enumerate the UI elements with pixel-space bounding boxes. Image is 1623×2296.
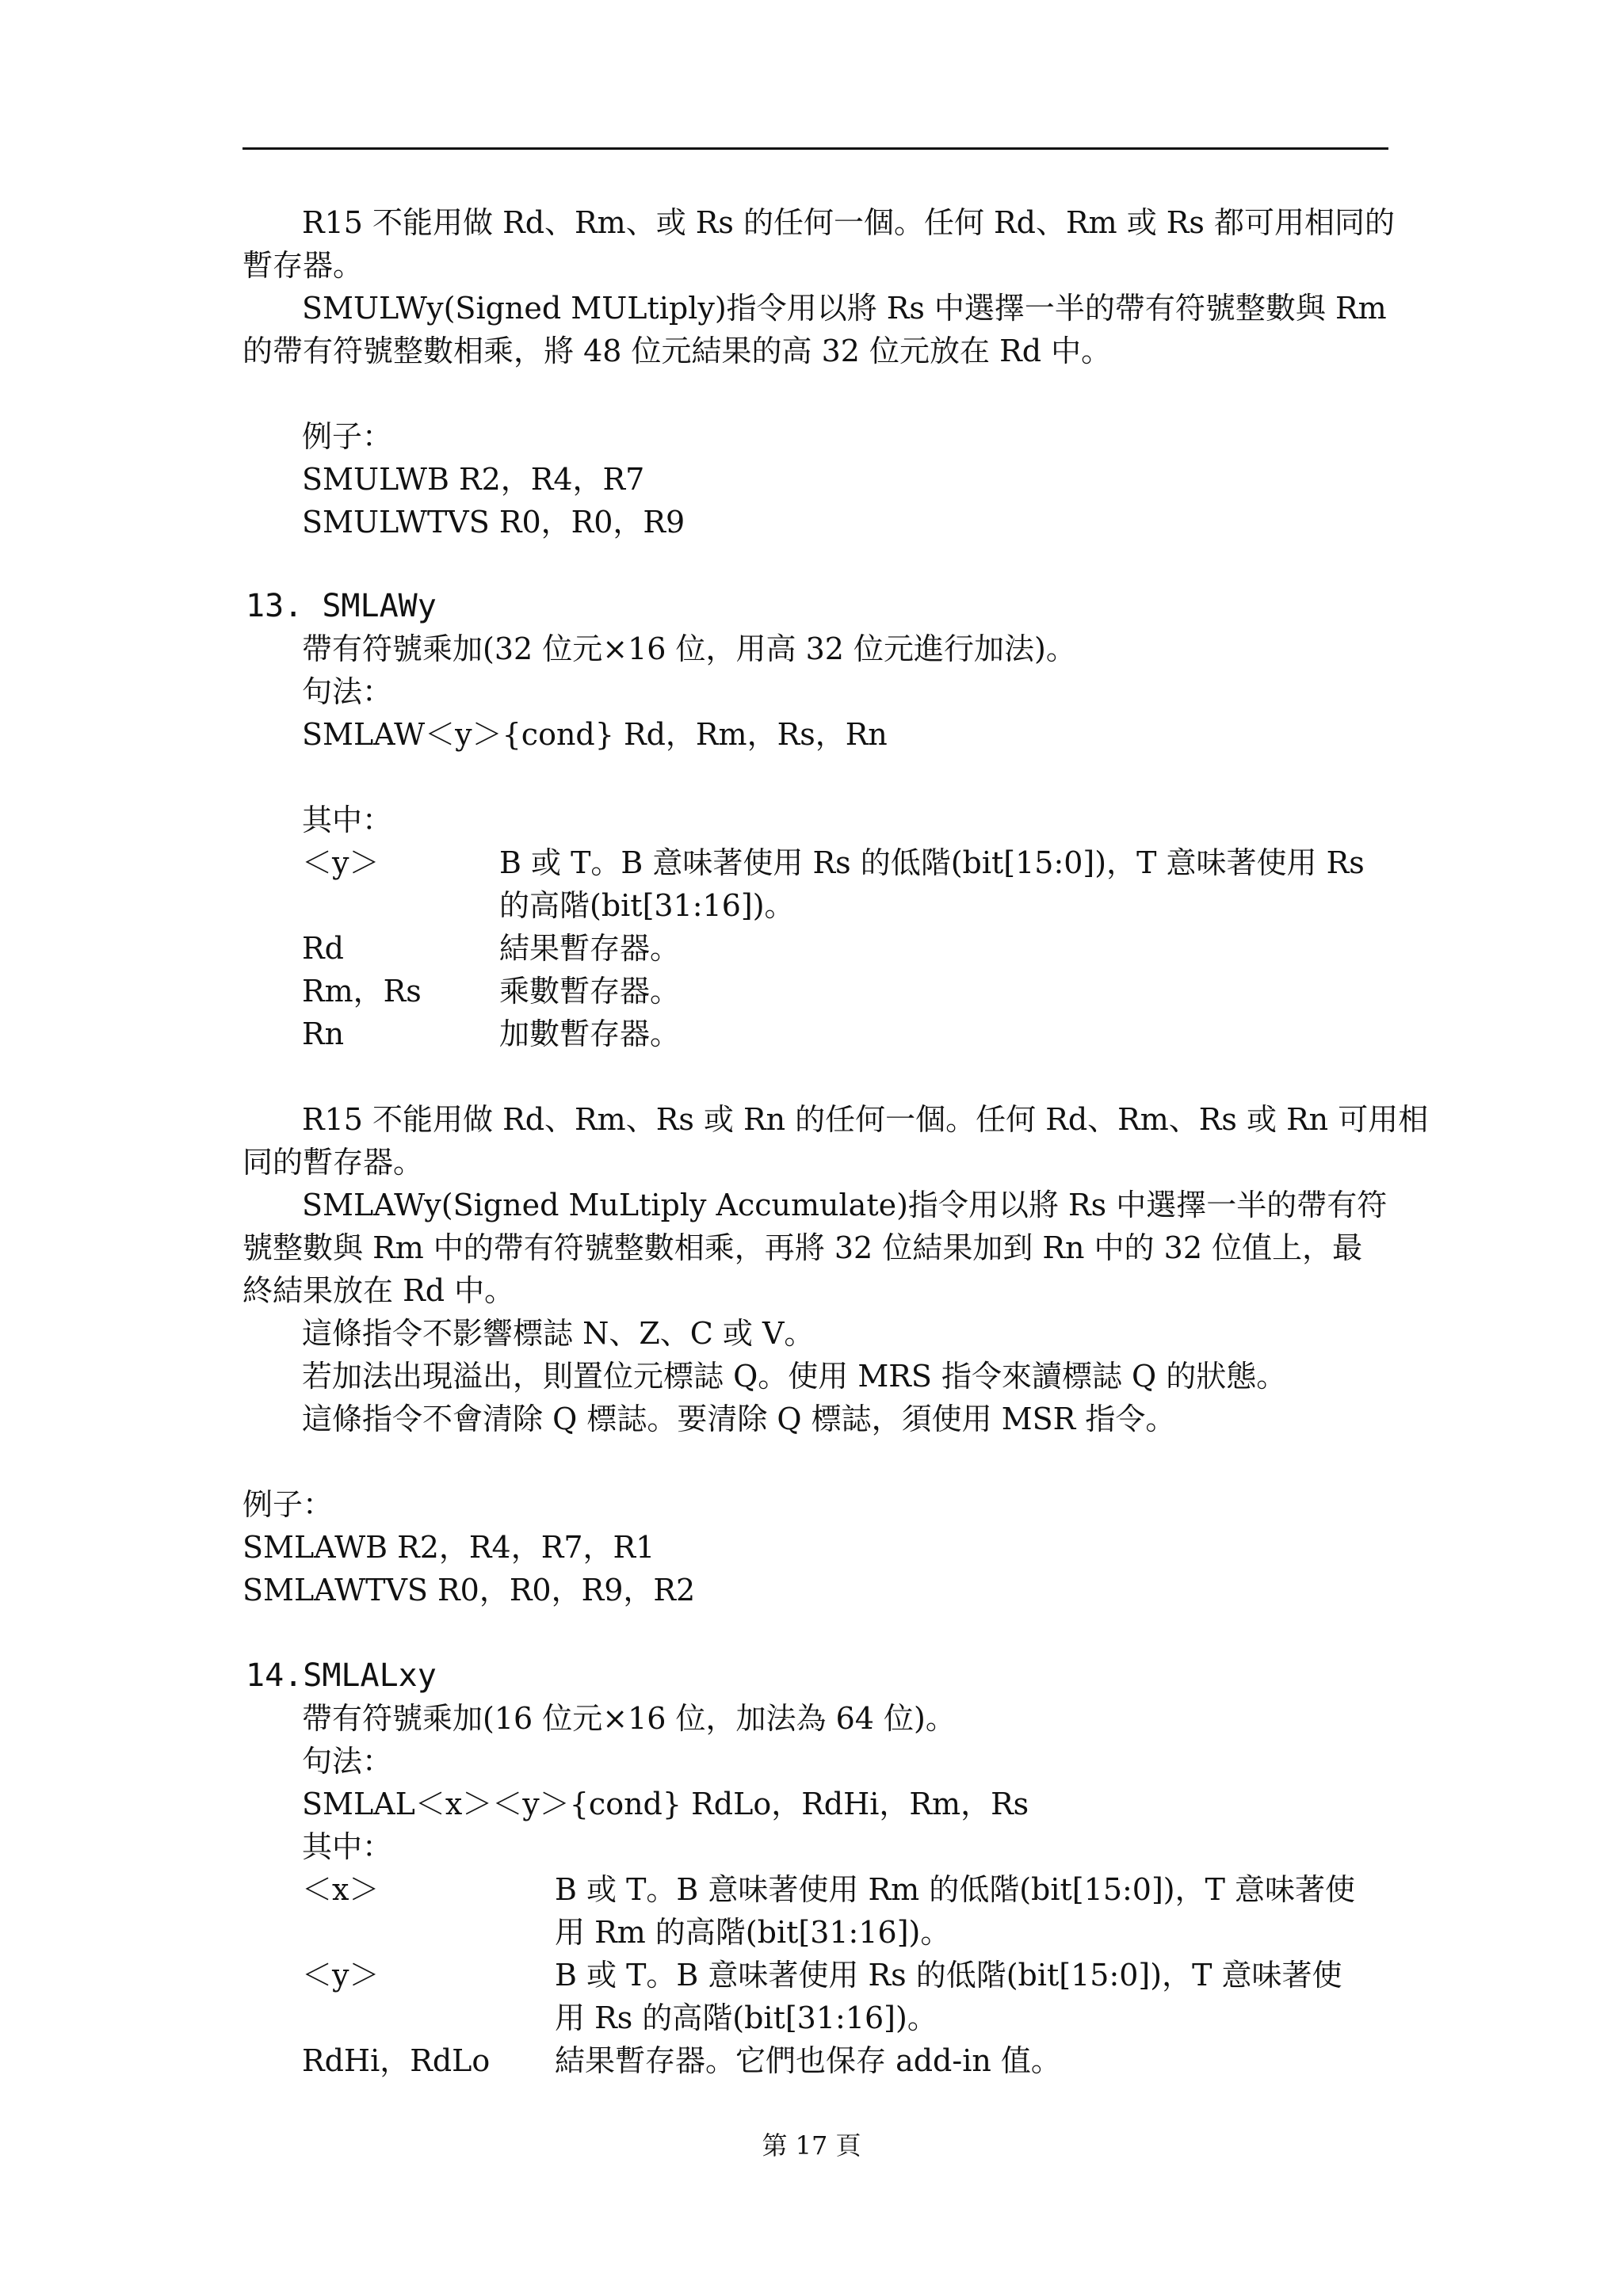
header-rule (242, 147, 1388, 150)
param-desc: 乘數暫存器。 (499, 974, 681, 1009)
param-desc: 用 Rs 的高階(bit[31:16])。 (555, 2000, 938, 2035)
param-desc: B 或 T。B 意味著使用 Rs 的低階(bit[15:0])，T 意味著使 (555, 1958, 1342, 1993)
code-example: SMULWB R2，R4，R7 (302, 462, 645, 497)
paragraph-line: SMLAWy(Signed MuLtiply Accumulate)指令用以將 Rs 中選擇一半的帶有符 (302, 1188, 1388, 1222)
section-heading: 13. SMLAWy (246, 588, 437, 624)
param-desc: 的高階(bit[31:16])。 (499, 888, 795, 923)
param-desc: B 或 T。B 意味著使用 Rs 的低階(bit[15:0])，T 意味著使用 Rs (499, 845, 1365, 880)
code-example: SMULWTVS R0，R0，R9 (302, 505, 685, 540)
param-desc: 結果暫存器。它們也保存 add-in 值。 (555, 2043, 1061, 2078)
syntax-line: SMLAW＜y＞{cond} Rd，Rm，Rs，Rn (302, 717, 888, 752)
example-label: 例子： (242, 1487, 334, 1522)
syntax-label: 句法： (302, 674, 393, 709)
paragraph-line: 暫存器。 (242, 248, 364, 283)
param-desc: 加數暫存器。 (499, 1016, 681, 1051)
paragraph-line: R15 不能用做 Rd、Rm、或 Rs 的任何一個。任何 Rd、Rm 或 Rs 都可用相同的 (302, 205, 1395, 240)
page-number: 第 17 頁 (762, 2130, 861, 2161)
code-example: SMLAWTVS R0，R0，R9，R2 (242, 1573, 696, 1608)
param-desc: B 或 T。B 意味著使用 Rm 的低階(bit[15:0])，T 意味著使 (555, 1872, 1356, 1907)
example-label: 例子： (302, 419, 393, 454)
paragraph-line: 這條指令不影響標誌 N、Z、C 或 V。 (302, 1316, 815, 1351)
param-name: RdHi，RdLo (302, 2043, 491, 2078)
paragraph-line: 這條指令不會清除 Q 標誌。要清除 Q 標誌，須使用 MSR 指令。 (302, 1402, 1176, 1436)
paragraph-line: 若加法出現溢出，則置位元標誌 Q。使用 MRS 指令來讀標誌 Q 的狀態。 (302, 1359, 1287, 1394)
where-label: 其中： (302, 803, 393, 837)
section-description: 帶有符號乘加(16 位元×16 位，加法為 64 位)。 (302, 1701, 956, 1736)
section-heading: 14.SMLALxy (246, 1657, 437, 1694)
paragraph-line: 的帶有符號整數相乘，將 48 位元結果的高 32 位元放在 Rd 中。 (242, 334, 1112, 368)
syntax-line: SMLAL＜x＞＜y＞{cond} RdLo，RdHi，Rm，Rs (302, 1787, 1029, 1821)
syntax-label: 句法： (302, 1744, 393, 1779)
code-example: SMLAWB R2，R4，R7，R1 (242, 1530, 655, 1565)
param-desc: 用 Rm 的高階(bit[31:16])。 (555, 1915, 951, 1950)
param-name: ＜x＞ (302, 1872, 380, 1907)
paragraph-line: SMULWy(Signed MULtiply)指令用以將 Rs 中選擇一半的帶有符號整數與 Rm (302, 291, 1387, 326)
where-label: 其中： (302, 1829, 393, 1864)
param-name: Rm，Rs (302, 974, 422, 1009)
param-name: Rd (302, 931, 344, 966)
paragraph-line: 同的暫存器。 (242, 1145, 424, 1180)
paragraph-line: 終結果放在 Rd 中。 (242, 1273, 515, 1308)
param-name: ＜y＞ (302, 845, 380, 880)
param-desc: 結果暫存器。 (499, 931, 681, 966)
param-name: ＜y＞ (302, 1958, 380, 1993)
paragraph-line: R15 不能用做 Rd、Rm、Rs 或 Rn 的任何一個。任何 Rd、Rm、Rs 或 Rn 可用相 (302, 1102, 1429, 1137)
paragraph-line: 號整數與 Rm 中的帶有符號整數相乘，再將 32 位結果加到 Rn 中的 32 位值上，最 (242, 1230, 1363, 1265)
section-description: 帶有符號乘加(32 位元×16 位，用高 32 位元進行加法)。 (302, 631, 1076, 666)
param-name: Rn (302, 1016, 345, 1051)
